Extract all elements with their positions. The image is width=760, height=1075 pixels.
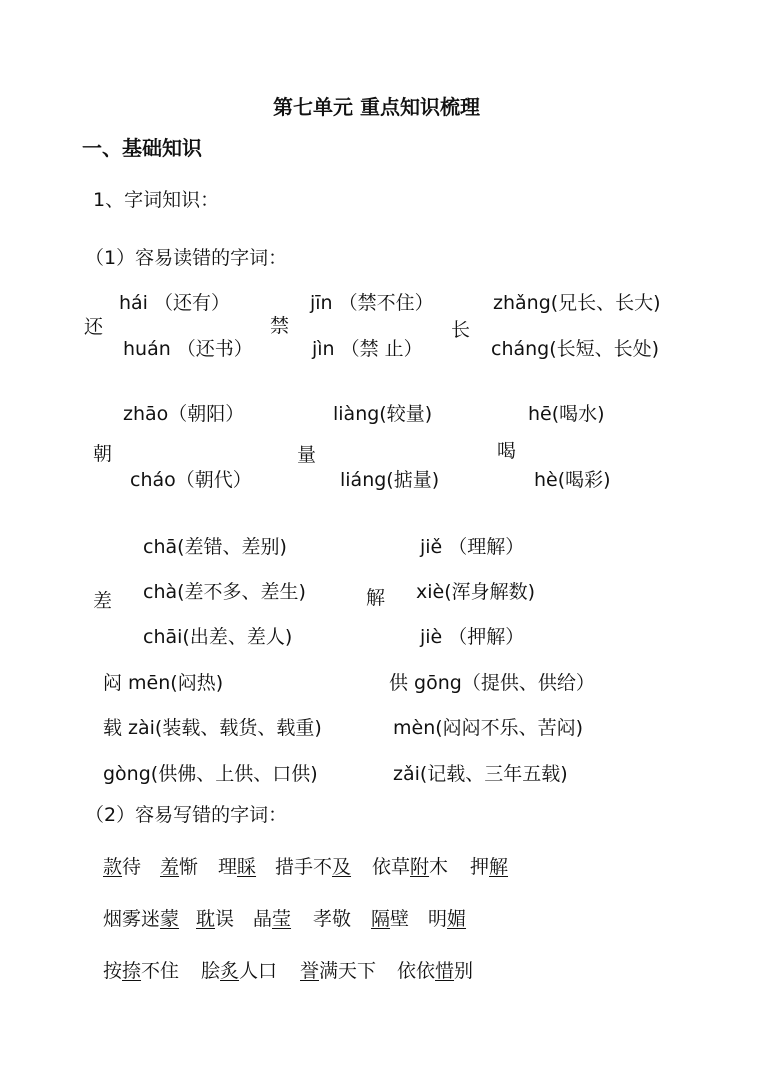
- item-heading: 1、字词知识：: [93, 189, 220, 211]
- word-mingmei: 明媚: [428, 908, 467, 930]
- reading-xie: xiè(浑身解数): [416, 581, 536, 603]
- reading-liang4: liàng(较量): [333, 403, 433, 425]
- word-cuoshoubuji: 措手不及: [275, 856, 352, 878]
- subsection-heading-2: （2）容易写错的字词：: [85, 804, 288, 826]
- reading-he1: hē(喝水): [528, 403, 605, 425]
- reading-gong4: gòng(供佛、上供、口供): [103, 763, 318, 785]
- polyphone-char-jin: 禁: [270, 315, 290, 337]
- word-danwu: 耽误: [196, 908, 235, 930]
- polyphone-char-he: 喝: [497, 440, 517, 462]
- reading-zhang: zhǎng(兄长、长大): [493, 292, 661, 314]
- reading-cha1: chā(差错、差别): [143, 536, 287, 558]
- polyphone-char-liang: 量: [297, 444, 317, 466]
- reading-he4: hè(喝彩): [534, 469, 611, 491]
- subsection-heading: （1）容易读错的字词：: [85, 247, 288, 269]
- reading-hai: hái （还有）: [119, 292, 231, 314]
- reading-zai3: zǎi(记载、三年五载): [393, 763, 568, 785]
- reading-chang: cháng(长短、长处): [491, 338, 660, 360]
- reading-liang2: liáng(掂量): [340, 469, 440, 491]
- polyphone-char-chang: 长: [451, 319, 471, 341]
- word-yumantianxia: 誉满天下: [300, 960, 377, 982]
- word-yajie: 押解: [470, 856, 509, 878]
- word-yiyixibie: 依依惜别: [397, 960, 474, 982]
- reading-zhao: zhāo（朝阳）: [123, 403, 245, 425]
- reading-men1: 闷 mēn(闷热): [103, 672, 224, 694]
- word-yicaofumu: 依草附木: [372, 856, 449, 878]
- word-kuaizhirenkou: 脍炙人口: [201, 960, 278, 982]
- word-annabuzhu: 按捺不住: [103, 960, 180, 982]
- word-xiucan: 羞惭: [160, 856, 199, 878]
- word-licai: 理睬: [218, 856, 257, 878]
- page-title: 第七单元 重点知识梳理: [273, 95, 480, 119]
- reading-chao: cháo（朝代）: [130, 469, 252, 491]
- reading-jie4: jiè （押解）: [420, 626, 525, 648]
- reading-zai4: 载 zài(装载、载货、载重): [103, 717, 322, 739]
- polyphone-char-chao: 朝: [93, 443, 113, 465]
- reading-chai: chāi(出差、差人): [143, 626, 293, 648]
- reading-jin4: jìn （禁 止）: [312, 338, 423, 360]
- polyphone-char-cha: 差: [93, 590, 113, 612]
- polyphone-char-huan: 还: [84, 316, 104, 338]
- word-jingying: 晶莹: [253, 908, 292, 930]
- reading-jin1: jīn （禁不住）: [310, 292, 434, 314]
- reading-men4: mèn(闷闷不乐、苦闷): [393, 717, 584, 739]
- reading-gong1: 供 gōng（提供、供给）: [389, 672, 595, 694]
- polyphone-char-jie: 解: [366, 587, 386, 609]
- reading-cha4: chà(差不多、差生): [143, 581, 306, 603]
- reading-huan: huán （还书）: [123, 338, 253, 360]
- word-yanwumimeng: 烟雾迷蒙: [103, 908, 180, 930]
- word-xiaojing: 孝敬: [313, 908, 352, 930]
- section-heading: 一、基础知识: [82, 136, 202, 160]
- word-kuandai: 款待: [103, 856, 142, 878]
- word-gebi: 隔壁: [371, 908, 410, 930]
- reading-jie3: jiě （理解）: [420, 536, 525, 558]
